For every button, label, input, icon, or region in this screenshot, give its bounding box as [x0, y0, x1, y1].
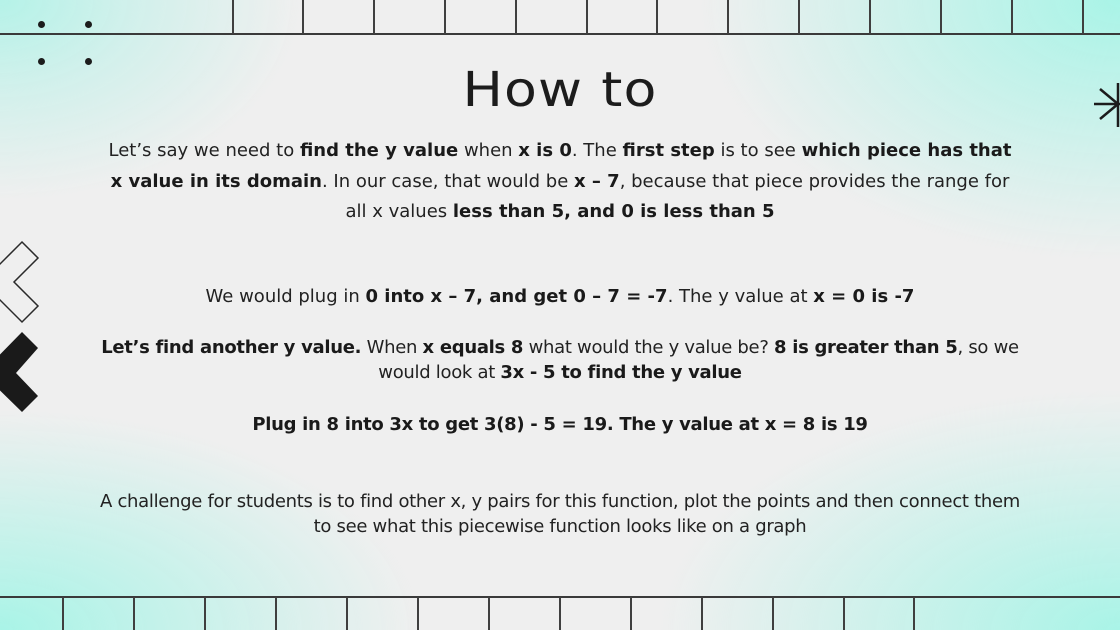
body-text: what would the y value be?	[523, 337, 775, 358]
emphasis-text: less than 5, and 0 is less than 5	[452, 201, 775, 222]
slide-title: How to	[462, 62, 658, 118]
dot	[38, 21, 45, 28]
another-value-paragraph	[80, 335, 1040, 385]
emphasis-text: 8 is greater than 5	[774, 337, 958, 358]
grid-tick	[701, 597, 703, 630]
emphasis-text: Plug in 8 into 3x to get 3(8) - 5 = 19. The y value at x = 8 is 19	[252, 414, 868, 435]
outline-chevron-icon	[0, 240, 42, 324]
grid-tick	[940, 0, 942, 34]
challenge-paragraph	[100, 489, 1020, 539]
grid-tick	[515, 0, 517, 34]
emphasis-text: 3x - 5 to find the y value	[500, 362, 742, 383]
grid-tick	[798, 0, 800, 34]
body-text: , so we would look at	[378, 337, 1019, 383]
grid-tick	[586, 0, 588, 34]
grid-tick	[1011, 0, 1013, 34]
grid-tick	[373, 0, 375, 34]
plug-zero-paragraph	[100, 282, 1020, 312]
emphasis-text: x – 7	[574, 170, 620, 192]
body-text: . In our case, that would be	[321, 170, 575, 192]
body-text: Let’s say we need to	[108, 140, 300, 161]
grid-tick	[630, 597, 632, 630]
grid-tick	[417, 597, 419, 630]
grid-tick	[346, 597, 348, 630]
grid-tick	[62, 597, 64, 630]
solid-chevron-icon	[0, 332, 40, 414]
grid-tick	[843, 597, 845, 630]
body-text: A challenge for students is to find other x, y pairs for this function, plot the points and then connect them to see what this piecewise function looks like on a graph	[100, 491, 1020, 537]
top-rule	[0, 33, 1120, 35]
body-text: . The y value at	[667, 286, 814, 307]
grid-tick	[232, 0, 234, 34]
grid-tick	[869, 0, 871, 34]
emphasis-text: which piece has that x value in its domain	[110, 140, 1012, 192]
body-text: when	[458, 140, 519, 161]
grid-tick	[444, 0, 446, 34]
grid-tick	[1082, 0, 1084, 34]
emphasis-text: 0 into x – 7, and get 0 – 7 = -7	[365, 286, 668, 307]
grid-tick	[727, 0, 729, 34]
grid-tick	[656, 0, 658, 34]
grid-tick	[302, 0, 304, 34]
body-text: When	[361, 337, 423, 358]
emphasis-text: x is 0	[518, 140, 572, 161]
grid-tick	[772, 597, 774, 630]
body-text: , because that piece provides the range for all x values	[345, 170, 1010, 222]
emphasis-text: x equals 8	[422, 337, 524, 358]
grid-tick	[204, 597, 206, 630]
grid-tick	[275, 597, 277, 630]
emphasis-text: first step	[622, 140, 715, 161]
grid-tick	[559, 597, 561, 630]
dot	[85, 21, 92, 28]
body-text: is to see	[714, 140, 802, 161]
emphasis-text: find the y value	[299, 140, 459, 161]
body-text: We would plug in	[205, 286, 366, 307]
intro-paragraph	[100, 136, 1020, 228]
emphasis-text: Let’s find another y value.	[101, 337, 362, 358]
grid-tick	[488, 597, 490, 630]
emphasis-text: x = 0 is -7	[813, 286, 915, 307]
body-text: . The	[571, 140, 623, 161]
grid-tick	[133, 597, 135, 630]
plug-eight-paragraph	[100, 410, 1020, 440]
grid-tick	[913, 597, 915, 630]
